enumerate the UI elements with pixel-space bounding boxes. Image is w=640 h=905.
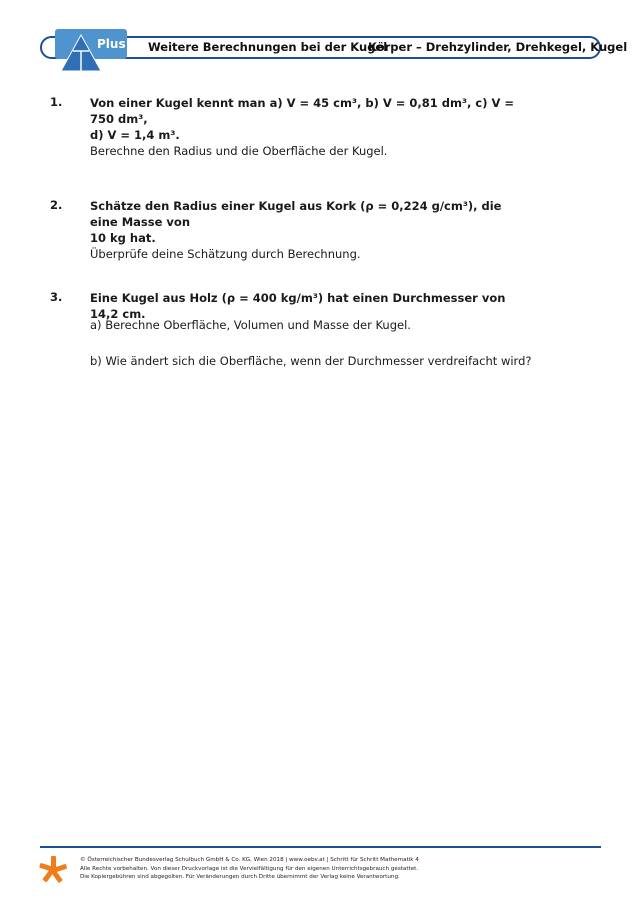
task-3-line1: Eine Kugel aus Holz (ρ = 400 kg/m³) hat einen Durchmesser von 14,2 cm. bbox=[90, 291, 506, 321]
footer-line-2: Alle Rechte vorbehalten. Von dieser Druckvorlage ist die Vervielfältigung für den eigenen Unterrichtsgebrauch gestattet. bbox=[80, 865, 419, 872]
task-1-line1: Von einer Kugel kennt man a) V = 45 cm³, b) V = 0,81 dm³, c) V = 750 dm³, bbox=[90, 96, 515, 126]
task-3-sub-b: b) Wie ändert sich die Oberfläche, wenn der Durchmesser verdreifacht wird? bbox=[90, 354, 532, 368]
logo-text: Plus bbox=[97, 37, 126, 51]
task-2 bbox=[90, 198, 530, 262]
page-topic: Körper – Drehzylinder, Drehkegel, Kugel bbox=[368, 40, 628, 54]
task-1 bbox=[90, 95, 530, 159]
task-2-line2: 10 kg hat. bbox=[90, 231, 156, 245]
task-2-number: 2. bbox=[50, 198, 63, 212]
task-3-number: 3. bbox=[50, 290, 63, 304]
plus-logo bbox=[55, 29, 127, 73]
footer-line-3: Die Kopiergebühren sind abgegolten. Für Veränderungen durch Dritte übernimmt der Verlag keine Verantwortung. bbox=[80, 874, 400, 881]
task-2-line1: Schätze den Radius einer Kugel aus Kork (ρ = 0,224 g/cm³), die eine Masse von bbox=[90, 199, 502, 229]
task-1-line2: d) V = 1,4 m³. bbox=[90, 128, 180, 142]
footer-divider bbox=[40, 846, 601, 848]
task-1-number: 1. bbox=[50, 95, 63, 109]
task-2-line3: Überprüfe deine Schätzung durch Berechnung. bbox=[90, 247, 361, 261]
asterisk-icon bbox=[38, 855, 68, 885]
footer-line-1: © Österreichischer Bundesverlag Schulbuch GmbH & Co. KG, Wien 2018 | www.oebv.at | Schritt für Schritt Mathematik 4 bbox=[80, 857, 419, 863]
task-3-sub-a: a) Berechne Oberfläche, Volumen und Masse der Kugel. bbox=[90, 318, 411, 332]
page-title: Weitere Berechnungen bei der Kugel bbox=[148, 40, 388, 54]
task-1-line3: Berechne den Radius und die Oberfläche der Kugel. bbox=[90, 144, 388, 158]
footer-copyright bbox=[80, 856, 419, 882]
